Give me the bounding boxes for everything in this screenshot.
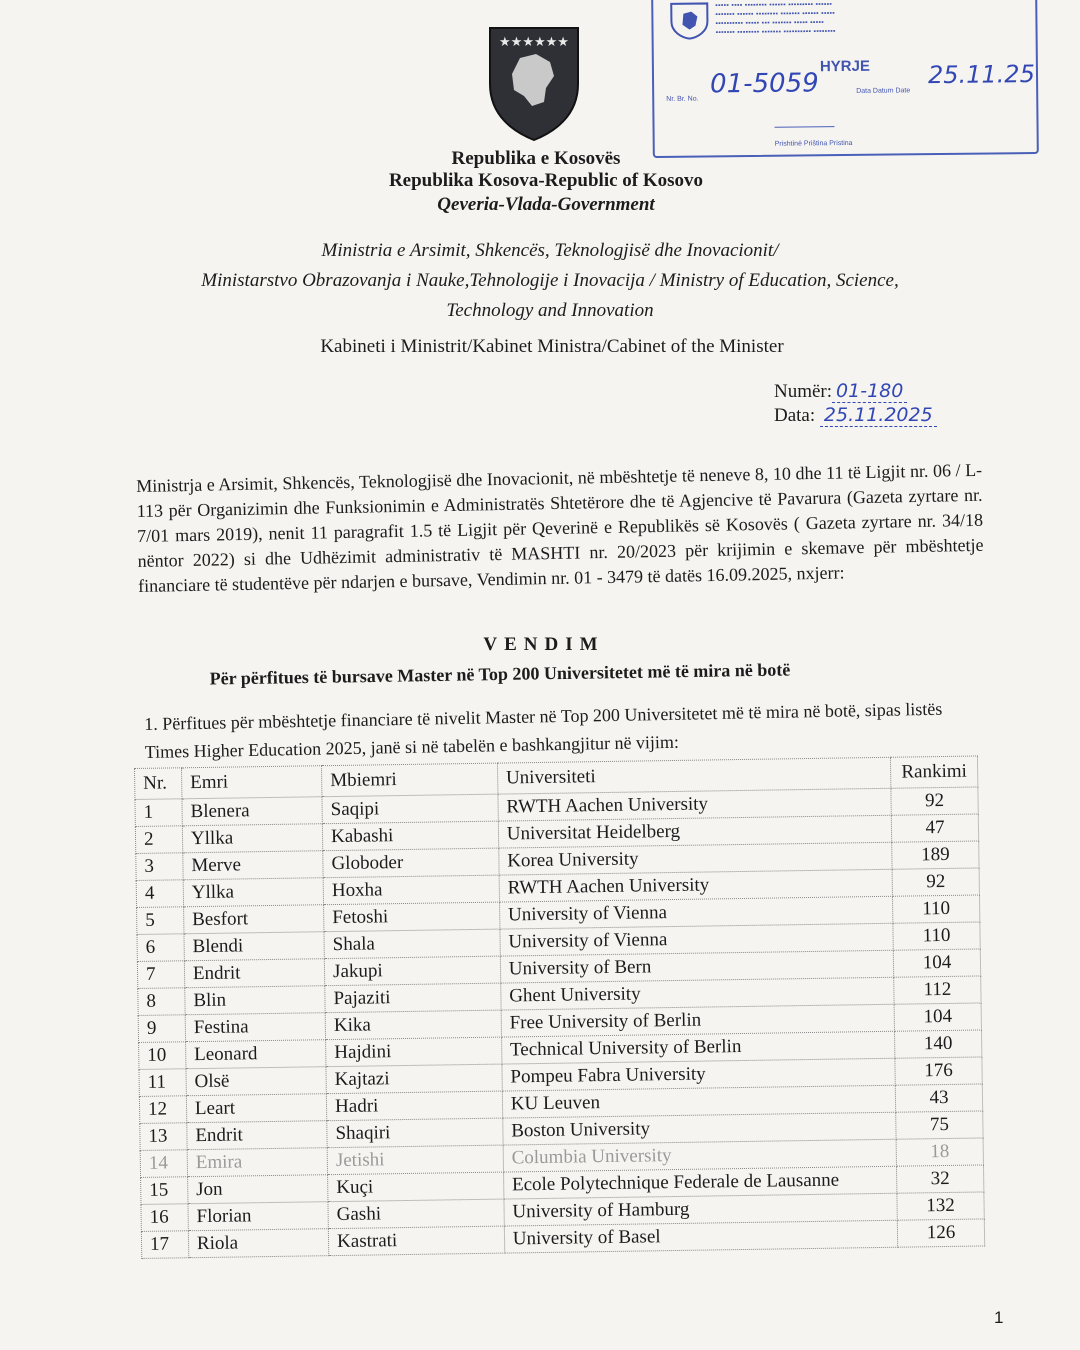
cell-rankimi: 43 xyxy=(895,1084,982,1112)
cell-emri: Endrit xyxy=(184,959,325,988)
cell-nr: 16 xyxy=(141,1204,188,1232)
cell-mbiemri: Shaqiri xyxy=(327,1118,503,1148)
coat-of-arms-emblem-icon xyxy=(484,24,584,142)
decision-point-1: 1. Përfitues për mbështetje financiare të nivelit Master në Top 200 Universitetet më të mira në botë, sipas listës Times Higher Education 2025, janë si në tabelën e bashkangjitur në vijim: xyxy=(144,698,943,762)
cell-universiteti: Ghent University xyxy=(501,977,895,1010)
header-emri: Emri xyxy=(181,766,322,799)
cell-nr: 4 xyxy=(136,880,183,908)
cell-emri: Blendi xyxy=(184,932,325,961)
ministry-line-2: Ministarstvo Obrazovanja i Nauke,Tehnologije i Inovacija / Ministry of Education, Science, xyxy=(201,270,899,291)
cell-universiteti: Pompeu Fabra University xyxy=(502,1058,896,1091)
cell-rankimi: 18 xyxy=(896,1138,983,1166)
cell-rankimi: 140 xyxy=(895,1030,982,1058)
cell-universiteti: University of Basel xyxy=(504,1220,898,1253)
cell-nr: 17 xyxy=(141,1231,188,1259)
country-name-multi: Republika Kosova-Republic of Kosovo xyxy=(388,170,704,191)
cell-universiteti: Technical University of Berlin xyxy=(501,1031,895,1064)
cell-nr: 2 xyxy=(135,826,182,854)
cell-nr: 10 xyxy=(139,1042,186,1070)
decision-subtitle: Për përfitues të bursave Master në Top 200 Universitetet më të mira në botë xyxy=(209,659,791,689)
cell-universiteti: University of Vienna xyxy=(500,923,894,956)
intro-paragraph: Ministrja e Arsimit, Shkencës, Teknologjisë dhe Inovacionit, në mbështetje të neneve 8, 10 dhe 11 të Ligjit nr. 06 / L-113 për Organizimin dhe Funksionimin e Administratës Shtetërore dhe të Agjencive të Pavarura (Gazeta zyrtare nr. 7/01 mars 2019), nenit 11 paragrafit 1.5 të Ligjit për Qeverinë e Republikës së Kosovës ( Gazeta zyrtare nr. 34/18 nëntor 2022) si dhe Udhëzimit administrativ të MASHTI nr. 20/2023 për krijimin e skemave për mbështetje financiare të studentëve për ndarjen e bursave, Vendimin nr. 01 - 3479 të datës 16.09.2025, nxjerr: xyxy=(136,459,984,596)
cell-mbiemri: Shala xyxy=(324,929,500,959)
cell-mbiemri: Kajtazi xyxy=(326,1064,502,1094)
cell-rankimi: 189 xyxy=(892,841,979,869)
cell-mbiemri: Kastrati xyxy=(328,1226,504,1256)
cell-mbiemri: Jakupi xyxy=(324,956,500,986)
cell-universiteti: University of Vienna xyxy=(499,896,893,929)
cell-mbiemri: Hadri xyxy=(326,1091,502,1121)
government-name: Qeveria-Vlada-Government xyxy=(437,194,655,215)
cell-mbiemri: Hoxha xyxy=(323,875,499,905)
cell-nr: 3 xyxy=(136,853,183,881)
cell-emri: Leart xyxy=(186,1094,327,1123)
cell-nr: 7 xyxy=(137,961,184,989)
registration-stamp xyxy=(651,0,1039,158)
cell-emri: Besfort xyxy=(183,905,324,934)
cell-universiteti: Korea University xyxy=(499,842,893,875)
cell-emri: Emira xyxy=(187,1148,328,1177)
cell-universiteti: University of Bern xyxy=(500,950,894,983)
date-label: Data: xyxy=(774,405,816,426)
stamp-header-lines: ▪▪▪▪▪ ▪▪▪▪ ▪▪▪▪▪▪▪▪ ▪▪▪▪▪▪ ▪▪▪▪▪▪▪▪▪ ▪▪▪▪▪▪ ▪▪▪▪▪▪▪ ▪▪▪▪▪▪ ▪▪▪▪▪▪▪▪ ▪▪▪▪▪▪▪ ▪▪▪▪▪▪ ▪▪▪▪▪ ▪▪▪▪▪▪▪▪▪▪ ▪▪▪▪▪ ▪▪▪ ▪▪▪▪▪▪▪ ▪▪▪▪▪ ▪▪▪▪▪ ▪▪▪▪▪▪▪ ▪▪▪▪▪▪▪▪ ▪▪▪▪▪▪▪ ▪▪▪▪▪▪▪▪▪▪ ▪▪▪▪▪▪▪▪ xyxy=(715,1,836,37)
cell-mbiemri: Kuçi xyxy=(328,1172,504,1202)
beneficiaries-table xyxy=(134,755,985,1258)
cell-rankimi: 132 xyxy=(897,1192,984,1220)
cell-nr: 15 xyxy=(141,1177,188,1205)
cell-nr: 1 xyxy=(135,799,182,827)
cell-emri: Riola xyxy=(188,1229,329,1258)
cell-emri: Jon xyxy=(187,1175,328,1204)
cell-nr: 9 xyxy=(138,1015,185,1043)
ministry-line-1: Ministria e Arsimit, Shkencës, Teknologjisë dhe Inovacionit/ xyxy=(321,240,779,261)
numer-value: 01-180 xyxy=(832,380,907,403)
country-name-sq: Republika e Kosovës xyxy=(451,148,621,169)
header-mbiemri: Mbiemri xyxy=(322,763,498,797)
cell-rankimi: 92 xyxy=(892,868,979,896)
cell-universiteti: University of Hamburg xyxy=(504,1193,898,1226)
cell-emri: Olsë xyxy=(186,1067,327,1096)
cell-mbiemri: Fetoshi xyxy=(324,902,500,932)
cell-mbiemri: Gashi xyxy=(328,1199,504,1229)
stamp-underline xyxy=(775,126,835,128)
cell-mbiemri: Saqipi xyxy=(322,794,498,824)
ministry-name xyxy=(140,236,960,326)
cell-nr: 14 xyxy=(140,1150,187,1178)
cell-rankimi: 112 xyxy=(894,976,981,1004)
ministry-line-3: Technology and Innovation xyxy=(446,300,654,321)
cell-nr: 6 xyxy=(137,934,184,962)
cell-rankimi: 32 xyxy=(897,1165,984,1193)
cell-emri: Yllka xyxy=(182,824,323,853)
stamp-hyrje-label: HYRJE xyxy=(819,57,871,76)
cell-emri: Blenera xyxy=(182,797,323,826)
stamp-number-label: Nr. Br. No. xyxy=(666,95,699,103)
cell-emri: Florian xyxy=(188,1202,329,1231)
decision-title: VENDIM xyxy=(483,634,605,655)
cell-universiteti: Ecole Polytechnique Federale de Lausanne xyxy=(503,1166,897,1199)
stamp-date-label: Data Datum Date xyxy=(856,87,911,95)
cell-emri: Yllka xyxy=(183,878,324,907)
header-rankimi: Rankimi xyxy=(890,756,977,788)
cabinet-name: Kabineti i Ministrit/Kabinet Ministra/Cabinet of the Minister xyxy=(320,336,784,357)
stamp-date: 25.11.25 xyxy=(927,60,1036,90)
cell-rankimi: 126 xyxy=(897,1219,984,1247)
cell-rankimi: 104 xyxy=(893,949,980,977)
page-number: 1 xyxy=(994,1308,1004,1327)
stamp-seal-icon xyxy=(667,1,711,39)
cell-mbiemri: Hajdini xyxy=(326,1037,502,1067)
cell-universiteti: RWTH Aachen University xyxy=(499,869,893,902)
cell-rankimi: 47 xyxy=(891,814,978,842)
cell-emri: Blin xyxy=(185,986,326,1015)
reference-number xyxy=(774,380,907,403)
cell-rankimi: 110 xyxy=(893,895,980,923)
header-universiteti: Universiteti xyxy=(497,757,891,794)
cell-rankimi: 176 xyxy=(895,1057,982,1085)
cell-mbiemri: Pajaziti xyxy=(325,983,501,1013)
cell-emri: Endrit xyxy=(187,1121,328,1150)
cell-rankimi: 104 xyxy=(894,1003,981,1031)
numer-label: Numër: xyxy=(774,381,833,402)
cell-emri: Merve xyxy=(183,851,324,880)
cell-nr: 12 xyxy=(139,1096,186,1124)
date-value: 25.11.2025 xyxy=(820,404,937,427)
cell-nr: 8 xyxy=(138,988,185,1016)
cell-universiteti: Boston University xyxy=(503,1112,897,1145)
stamp-place-label: Prishtinë Priština Pristina xyxy=(774,139,853,148)
cell-mbiemri: Kabashi xyxy=(322,821,498,851)
cell-mbiemri: Jetishi xyxy=(327,1145,503,1175)
cell-universiteti: RWTH Aachen University xyxy=(498,788,892,821)
svg-text:★★★★★★: ★★★★★★ xyxy=(499,35,569,50)
reference-date xyxy=(774,404,937,427)
cell-nr: 11 xyxy=(139,1069,186,1097)
cell-universiteti: Free University of Berlin xyxy=(501,1004,895,1037)
cell-nr: 5 xyxy=(137,907,184,935)
cell-mbiemri: Globoder xyxy=(323,848,499,878)
cell-universiteti: Universitat Heidelberg xyxy=(498,815,892,848)
cell-rankimi: 75 xyxy=(896,1111,983,1139)
cell-nr: 13 xyxy=(140,1123,187,1151)
cell-rankimi: 92 xyxy=(891,787,978,815)
stamp-protocol-number: 01-5059 xyxy=(709,68,819,100)
cell-emri: Festina xyxy=(185,1013,326,1042)
cell-mbiemri: Kika xyxy=(325,1010,501,1040)
cell-emri: Leonard xyxy=(185,1040,326,1069)
cell-universiteti: KU Leuven xyxy=(502,1085,896,1118)
cell-universiteti: Columbia University xyxy=(503,1139,897,1172)
header-nr: Nr. xyxy=(135,768,182,800)
cell-rankimi: 110 xyxy=(893,922,980,950)
